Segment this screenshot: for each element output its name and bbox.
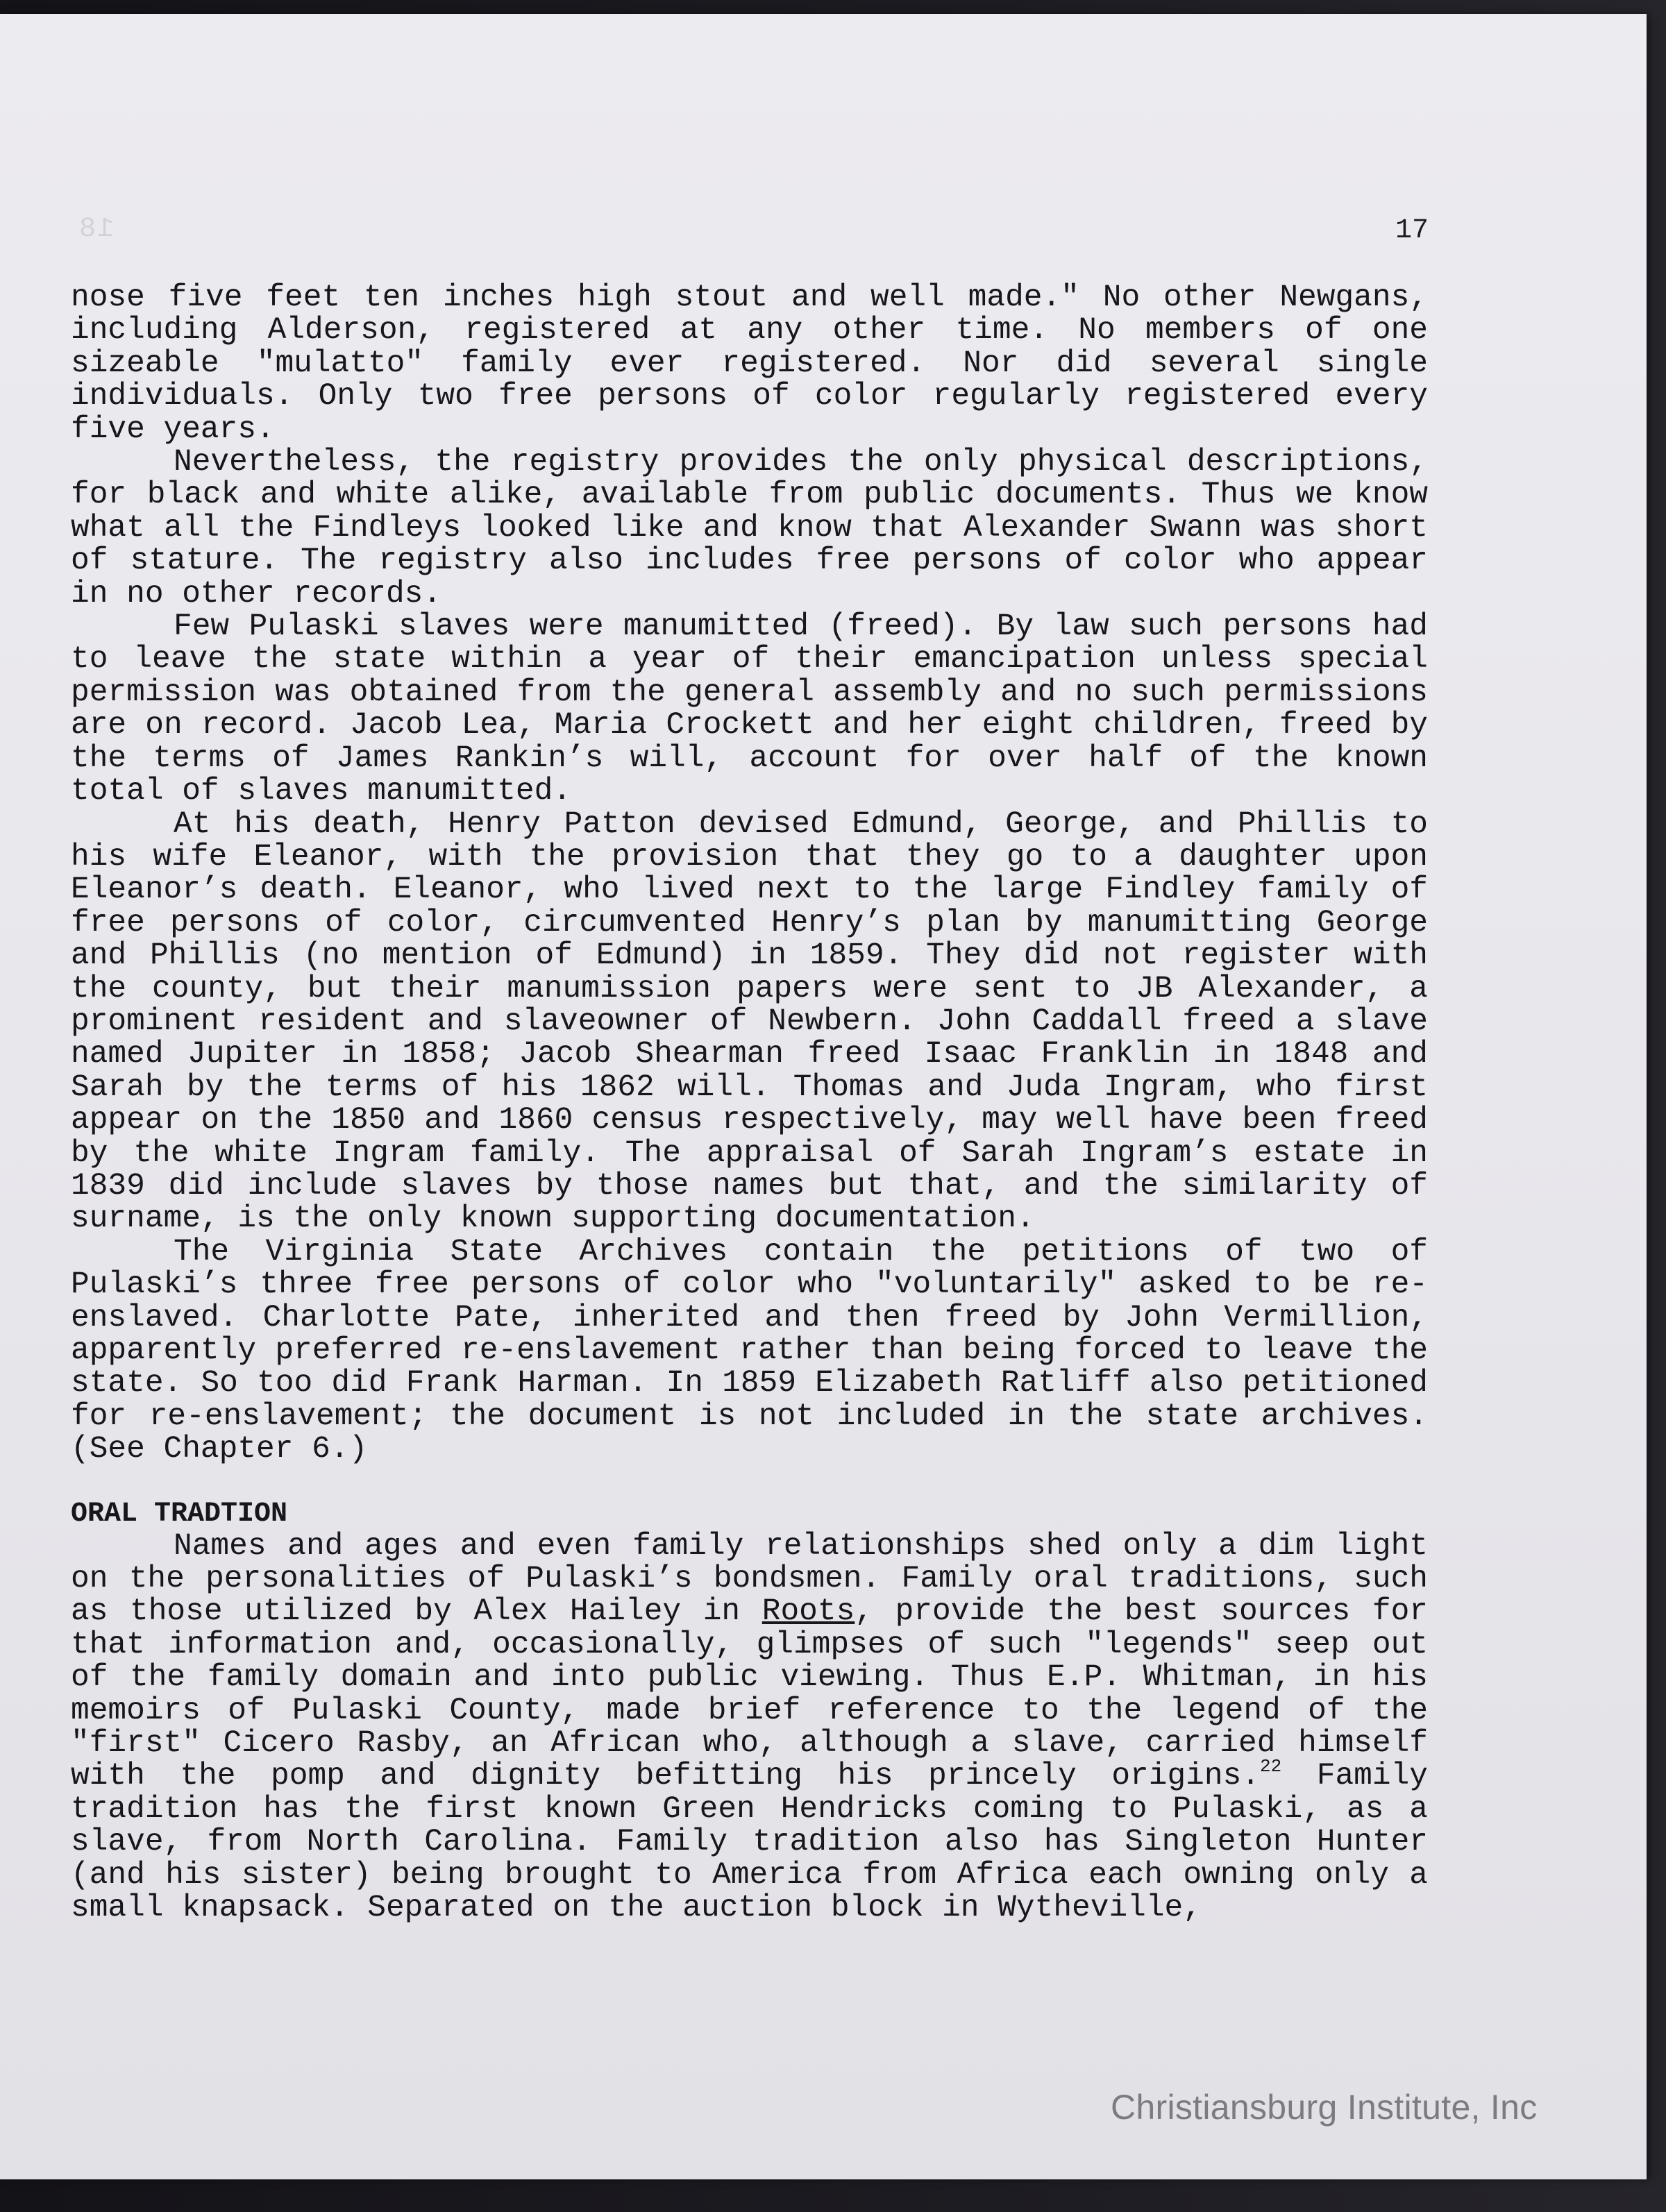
footnote-marker: 22 xyxy=(1259,1756,1282,1778)
paragraph-6-text-c: Family tradition has the first known Green Hendricks coming to Pulaski, as a slave, from North Carolina. Family tradition also has Singleton Hunter (and his sister) being brought to America from Africa each owning only a small knapsack. Separated on the auction block in Wytheville, xyxy=(71,1759,1428,1926)
paragraph-5: The Virginia State Archives contain the petitions of two of Pulaski’s three free persons of color who "voluntarily" asked to be re-enslaved. Charlotte Pate, inherited and then freed by John Vermillion, apparently preferred re-enslavement rather than being forced to leave the state. So too did Frank Harman. In 1859 Elizabeth Ratliff also petitioned for re-enslavement; the document is not included in the state archives. (See Chapter 6.) xyxy=(71,1234,1428,1467)
paragraph-1: nose five feet ten inches high stout and well made." No other Newgans, including Alderson, registered at any other time. No members of one sizeable "mulatto" family ever registered. Nor did several single individuals. Only two free persons of color regularly registered every five years. xyxy=(71,280,1428,447)
paragraph-6 xyxy=(71,1530,1428,1925)
paragraph-3: Few Pulaski slaves were manumitted (freed). By law such persons had to leave the state within a year of their emancipation unless special permission was obtained from the general assembly and no such permissions are on record. Jacob Lea, Maria Crockett and her eight children, freed by the terms of James Rankin’s will, account for over half of the known total of slaves manumitted. xyxy=(71,609,1428,809)
watermark: Christiansburg Institute, Inc xyxy=(1111,2088,1538,2127)
body-text xyxy=(71,282,1428,1925)
paragraph-4: At his death, Henry Patton devised Edmund, George, and Phillis to his wife Eleanor, with the provision that they go to a daughter upon Eleanor’s death. Eleanor, who lived next to the large Findley family of free persons of color, circumvented Henry’s plan by manumitting George and Phillis (no mention of Edmund) in 1859. They did not register with the county, but their manumission papers were sent to JB Alexander, a prominent resident and slaveowner of Newbern. John Caddall freed a slave named Jupiter in 1858; Jacob Shearman freed Isaac Franklin in 1848 and Sarah by the terms of his 1862 will. Thomas and Juda Ingram, who first appear on the 1850 and 1860 census respectively, may well have been freed by the white Ingram family. The appraisal of Sarah Ingram’s estate in 1839 did include slaves by those names but that, and the similarity of surname, is the only known supporting documentation. xyxy=(71,807,1428,1237)
bleed-through-page-number: 18 xyxy=(78,214,115,245)
paragraph-6-text-b: , provide the best sources for that information and, occasionally, glimpses of such "legends" seep out of the family domain and into public viewing. Thus E.P. Whitman, in his memoirs of Pulaski County, made brief reference to the legend of the "first" Cicero Rasby, an African who, although a slave, carried himself with the pomp and dignity befitting his princely origins. xyxy=(71,1594,1428,1794)
paragraph-6-text-a: Names and ages and even family relationships shed only a dim light on the personalities of Pulaski’s bondsmen. Family oral traditions, such as those utilized by Alex Hailey in xyxy=(71,1528,1428,1630)
section-heading: ORAL TRADTION xyxy=(71,1498,288,1530)
book-title: Roots xyxy=(762,1594,855,1630)
document-page xyxy=(0,14,1647,2179)
page-number: 17 xyxy=(1395,215,1429,246)
paragraph-2: Nevertheless, the registry provides the only physical descriptions, for black and white alike, available from public documents. Thus we know what all the Findleys looked like and know that Alexander Swann was short of stature. The registry also includes free persons of color who appear in no other records. xyxy=(71,445,1428,611)
